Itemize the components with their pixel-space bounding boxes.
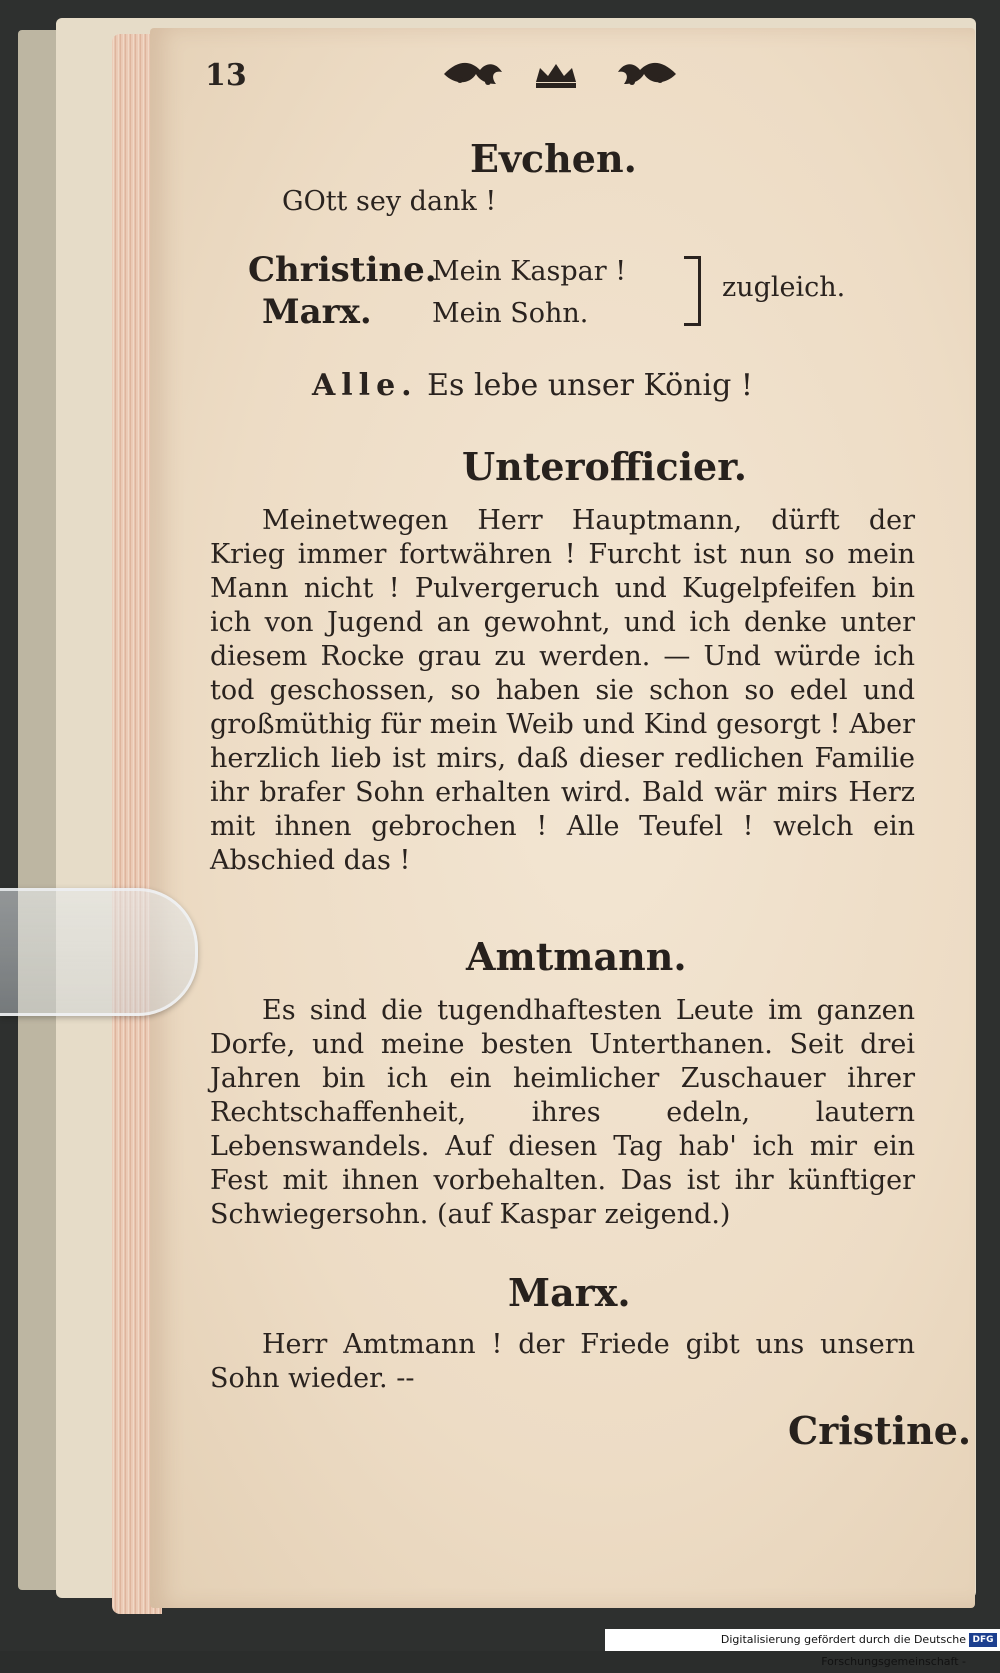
- christine-line: Mein Kaspar !: [432, 256, 627, 287]
- bracket: [684, 256, 701, 326]
- amtmann-speech: Es sind die tugendhaftesten Leute im ganzen Dorfe, und meine besten Unterthanen. Seit drei Jahren bin ich ein heimlicher Zuschauer ihrer Rechtschaffenheit, ihres edeln, lautern Lebenswandels. Auf diesen Tag hab' ich mir ein Fest mit ihnen vorbehalten. Das ist ihr künftiger Schwiegersohn. (auf Kaspar zeigend.): [210, 995, 915, 1230]
- floral-crown-ornament-icon: [440, 54, 680, 96]
- together-direction: zugleich.: [722, 272, 846, 303]
- page-holder-clip: [0, 888, 198, 1016]
- unterofficier-speech: Meinetwegen Herr Hauptmann, dürft der Krieg immer fortwähren ! Furcht ist nun so mein Mann nicht ! Pulvergeruch und Kugelpfeifen bin ich von Jugend an gewohnt, und ich denke unter diesem Rocke grau zu werden. — Und würde ich tod geschossen, so haben sie schon so edel und großmüthig für mein Weib und Kind gesorgt ! Aber herzlich lieb ist mirs, daß dieser redlichen Familie ihr brafer Sohn erhalten wird. Bald wär mirs Herz mit ihnen gebrochen ! Alle Teufel ! welch ein Abschied das !: [210, 505, 915, 876]
- speaker-marx: Marx.: [262, 292, 372, 332]
- speaker-alle: Alle.: [312, 368, 418, 403]
- dfg-logo: DFG: [969, 1633, 997, 1647]
- marx-line: Mein Sohn.: [432, 298, 589, 329]
- page-number: 13: [205, 58, 247, 93]
- alle-line: [312, 368, 753, 403]
- speaker-cristine: Cristine.: [788, 1408, 972, 1453]
- speaker-unterofficier: Unterofficier.: [462, 444, 747, 489]
- speaker-marx-2: Marx.: [508, 1270, 631, 1315]
- evchen-line: GOtt sey dank !: [282, 186, 497, 217]
- marx-speech: Herr Amtmann ! der Friede gibt uns unsern Sohn wieder. --: [210, 1329, 915, 1394]
- speaker-amtmann: Amtmann.: [466, 934, 687, 979]
- footer-credit-text: Digitalisierung gefördert durch die Deutsche Forschungsgemeinschaft -: [720, 1633, 966, 1668]
- speaker-christine: Christine.: [248, 250, 437, 290]
- alle-text: Es lebe unser König !: [427, 368, 753, 403]
- speaker-evchen: Evchen.: [470, 136, 637, 181]
- footer-credit: [605, 1629, 1000, 1668]
